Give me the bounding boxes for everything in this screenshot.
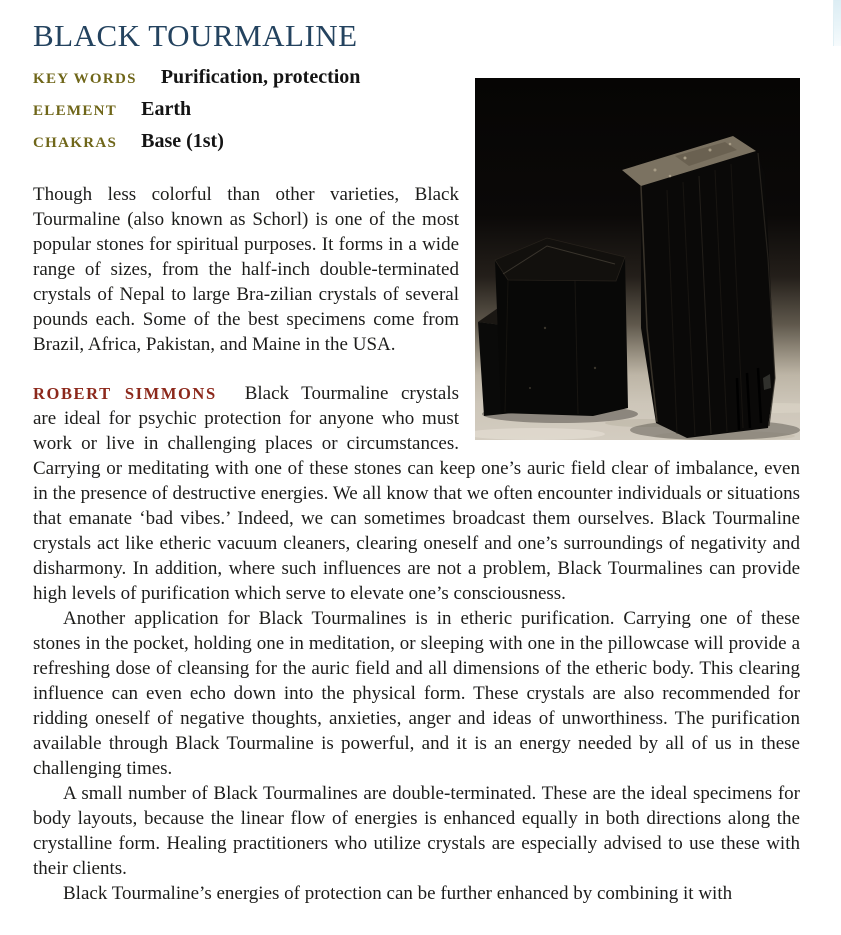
key-words-value: Purification, protection — [160, 65, 361, 88]
paragraph-protection-partial: Black Tourmaline’s energies of protection can be further enhanced by combining it with — [63, 882, 733, 904]
robert-simmons-label: ROBERT SIMMONS — [33, 383, 217, 403]
chakras-label: CHAKRAS — [33, 134, 118, 151]
paragraph-etheric-purification: Another application for Black Tourmalines is in etheric purification. Carrying one of these stones in the pocket, holding one in meditation, or sleeping with one in the pillowcase will provide a refreshing dose of cleansing for the auric field and all dimensions of the etheric body. This clearing influence can even echo down into the physical form. These crystals are also recommended for ridding oneself of negative thoughts, anxieties, anger and ideas of unworthiness. The purification available through Black Tourmaline is powerful, and it is an energy needed by all of us in these challenging times. — [33, 607, 800, 779]
intro-paragraph: Though less colorful than other varieties, Black Tourmaline (also known as Schorl) is one of the most popular stones for spiritual purposes. It forms in a wide range of sizes, from the half-inch double-terminated crystals of Nepal to large Bra-zilian crystals of several pounds each. Some of the best specimens come from Brazil, Africa, Pakistan, and Maine in the USA. — [33, 183, 459, 355]
element-value: Earth — [141, 97, 192, 120]
page-title: BLACK TOURMALINE — [33, 18, 358, 53]
crystal-photo-image — [475, 78, 800, 440]
scrollbar-artifact — [833, 0, 841, 46]
crystal-photo — [475, 78, 800, 440]
left-crystal — [495, 238, 628, 416]
key-words-label: KEY WORDS — [33, 70, 137, 87]
paragraph-double-terminated: A small number of Black Tourmalines are double-terminated. These are the ideal specimens for body layouts, because the linear flow of energies is enhanced equally in both directions along the crystalline form. Healing practitioners who utilize crystals are especially advised to use these with their clients. — [33, 782, 800, 879]
element-label: ELEMENT — [33, 102, 118, 119]
chakras-value: Base (1st) — [141, 129, 224, 152]
robert-simmons-text: Black Tourmaline crystals are ideal for psychic protection for anyone who must work or live in challenging places or circumstances. Carrying or meditating with one of these stones can keep one’s auric field clear of imbalance, even in the presence of destructive energies. We all know that we often encounter individuals or situations that emanate ‘bad vibes.’ Indeed, we can sometimes broadcast them ourselves. Black Tourmaline crystals act like etheric vacuum cleaners, clearing oneself and one’s surroundings of negativity and disharmony. In addition, where such influences are not a problem, Black Tourmalines can provide high levels of purification which serve to elevate one’s consciousness. — [33, 382, 800, 604]
